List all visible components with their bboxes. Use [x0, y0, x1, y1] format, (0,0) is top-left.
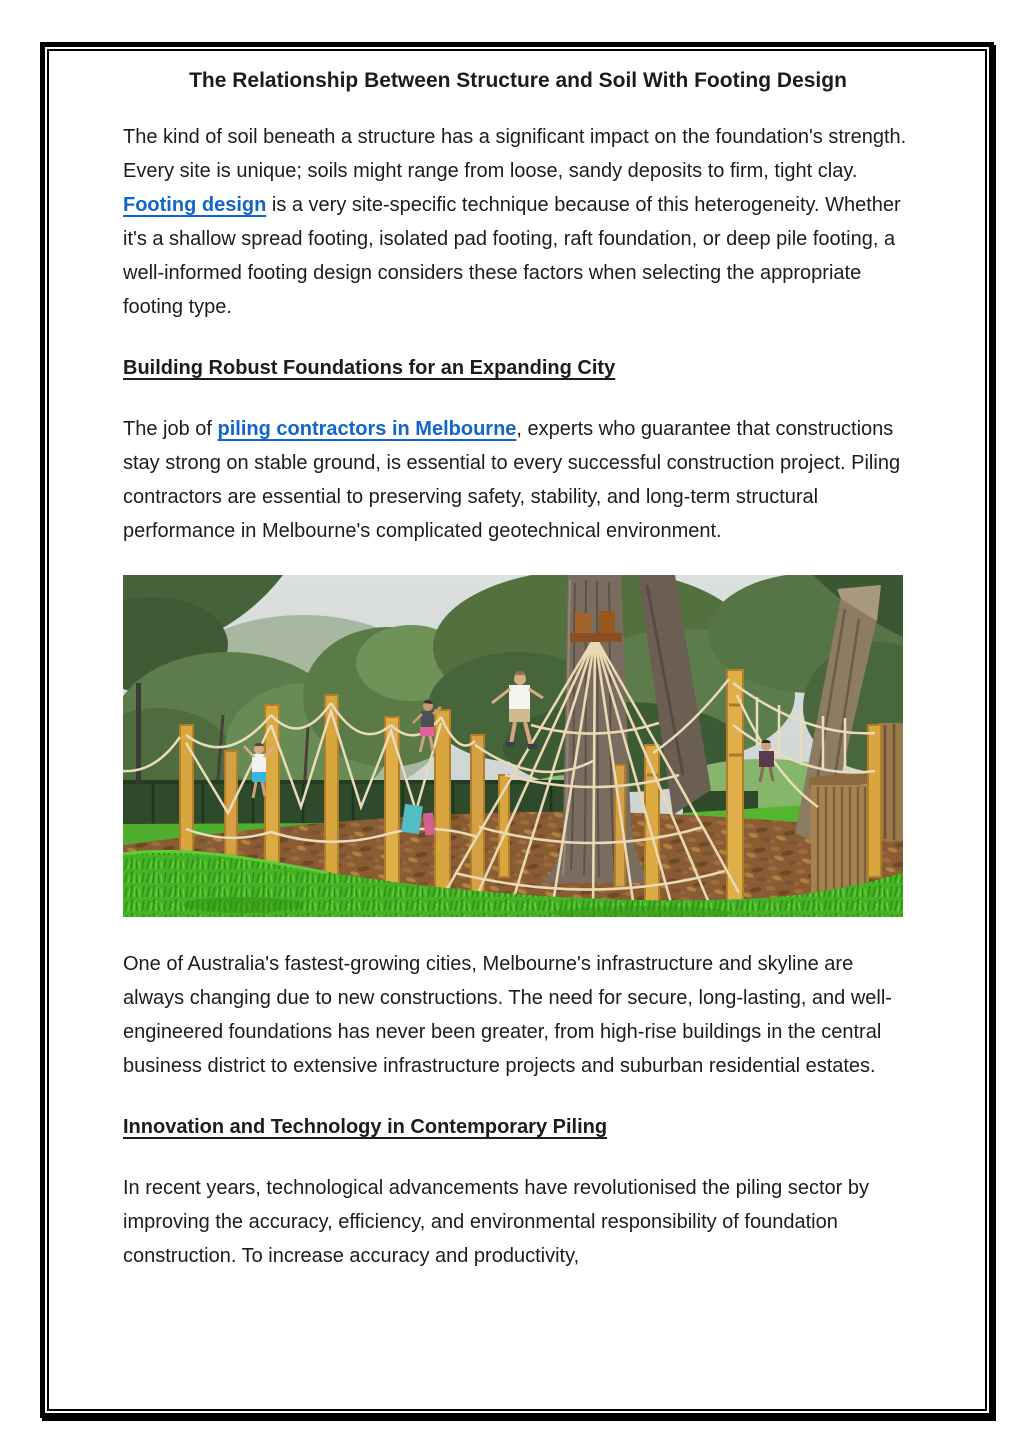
paragraph-growing-city: One of Australia's fastest-growing cities, Melbourne's infrastructure and skyline are always changing due to new constructions. The need for secure, long-lasting, and well-engineered foundations has never been greater, from high-rise buildings in the central business district to extensive infrastructure projects and suburban residential estates.: [123, 953, 892, 1077]
page-content: [49, 51, 985, 1409]
paragraph-soil-impact: [123, 120, 913, 324]
paragraph-technology: In recent years, technological advancements have revolutionised the piling sector by improving the accuracy, efficiency, and environmental responsibility of foundation construction. To increase accuracy and productivity,: [123, 1177, 869, 1267]
piling-contractors-link[interactable]: piling contractors in Melbourne: [217, 418, 517, 440]
page-border-inner: [47, 49, 987, 1411]
text-segment: The kind of soil beneath a structure has a significant impact on the foundation's strength. Every site is unique; soils might range from loose, sandy deposits to firm, tight clay.: [123, 126, 907, 182]
text-segment: The job of: [123, 418, 218, 440]
page-title: The Relationship Between Structure and Soil With Footing Design: [189, 69, 847, 92]
text-segment: , experts who guarantee that constructions stay strong on stable ground, is essential to every successful construction project. Piling contractors are essential to preserving safety, stability, and long-term structural performance in Melbourne's complicated geotechnical environment.: [123, 418, 901, 542]
footing-design-link[interactable]: Footing design: [123, 194, 267, 216]
heading-building-foundations: Building Robust Foundations for an Expanding City: [123, 357, 616, 379]
text-segment: is a very site-specific technique because of this heterogeneity. Whether it's a shallow spread footing, isolated pad footing, raft foundation, or deep pile footing, a well-informed footing design considers these factors when selecting the appropriate footing type.: [123, 194, 901, 318]
playground-photo: [123, 575, 903, 917]
paragraph-piling-contractors: [123, 412, 913, 548]
heading-innovation-piling: Innovation and Technology in Contemporary Piling: [123, 1116, 608, 1138]
page-border: [40, 42, 994, 1418]
